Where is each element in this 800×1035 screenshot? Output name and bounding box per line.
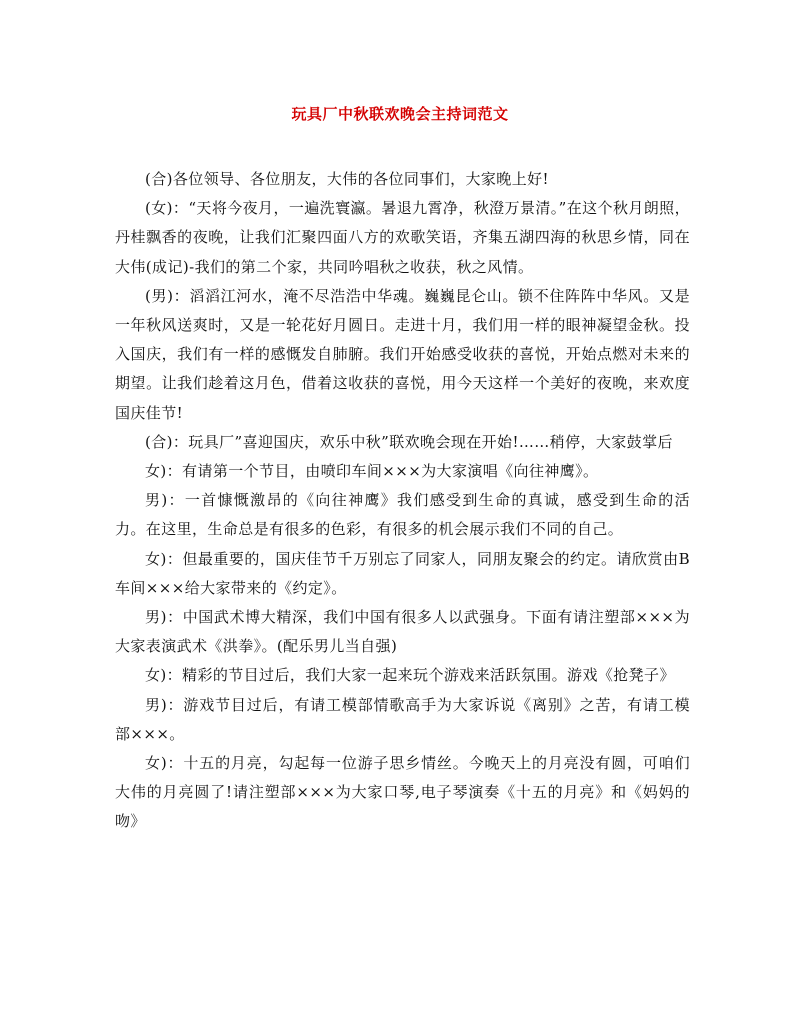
paragraph: (合)：玩具厂”喜迎国庆，欢乐中秋”联欢晚会现在开始!……稍停，大家鼓掌后 [145,432,673,451]
paragraph: 女)：十五的月亮，勾起每一位游子思乡情丝。今晚天上的月亮没有圆，可咱们大伟的月亮圆了!请注塑部×××为大家口琴,电子琴演奏《十五的月亮》和《妈妈的吻》 [115,754,690,831]
paragraph: (女)：“天将今夜月，一遍洗寰瀛。暑退九霄净，秋澄万景清。”在这个秋月朗照，丹桂飘香的夜晚，让我们汇聚四面八方的欢歌笑语，齐集五湖四海的秋思乡情，同在大伟(成记)-我们的第二个家，共同吟唱秋之收获，秋之风情。 [115,199,690,276]
paragraph: 男)：中国武术博大精深，我们中国有很多人以武强身。下面有请注塑部×××为大家表演武术《洪拳》。(配乐男儿当自强) [115,608,690,656]
paragraph: 女)：但最重要的，国庆佳节千万别忘了同家人，同朋友聚会的约定。请欣赏由B车间×××给大家带来的《约定》。 [115,549,690,597]
document-body [115,165,690,837]
paragraph: 女)：有请第一个节目，由喷印车间×××为大家演唱《向往神鹰》。 [145,462,599,481]
paragraph: 男)：游戏节目过后，有请工模部情歌高手为大家诉说《离别》之苦，有请工模部×××。 [115,695,690,743]
paragraph: 女)：精彩的节目过后，我们大家一起来玩个游戏来活跃氛围。游戏《抢凳子》 [145,666,675,685]
paragraph: (男)：滔滔江河水，淹不尽浩浩中华魂。巍巍昆仑山。锁不住阵阵中华风。又是一年秋风送爽时，又是一轮花好月圆日。走进十月，我们用一样的眼神凝望金秋。投入国庆，我们有一样的感慨发自肺腑。我们开始感受收获的喜悦，开始点燃对未来的期望。让我们趁着这月色，借着这收获的喜悦，用今天这样一个美好的夜晚，来欢度国庆佳节! [115,286,690,422]
paragraph: (合)各位领导、各位朋友，大伟的各位同事们，大家晚上好! [145,170,549,188]
document-title: 玩具厂中秋联欢晚会主持词范文 [291,105,509,123]
paragraph: 男)：一首慷慨激昂的《向往神鹰》我们感受到生命的真诚，感受到生命的活力。在这里，生命总是有很多的色彩，有很多的机会展示我们不同的自己。 [115,491,690,539]
